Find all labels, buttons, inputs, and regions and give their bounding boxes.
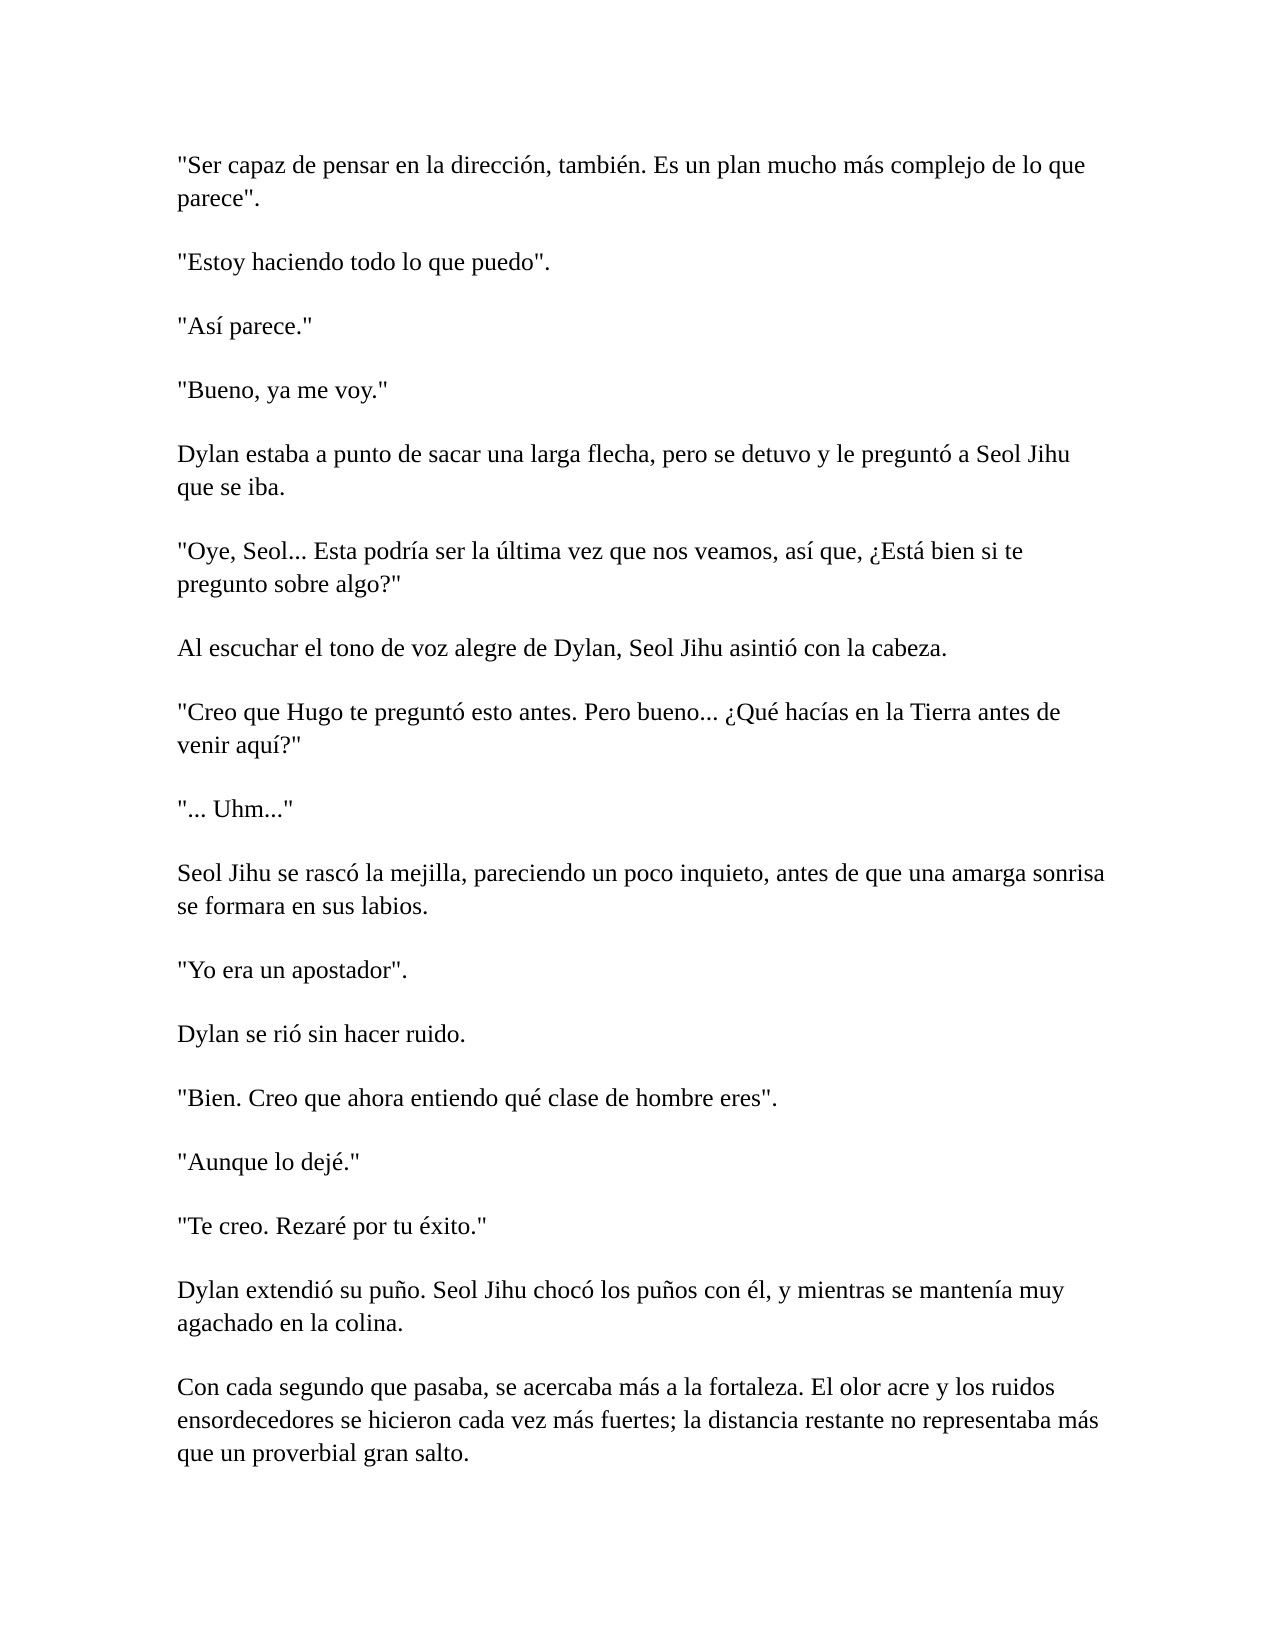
paragraph: "Oye, Seol... Esta podría ser la última vez que nos veamos, así que, ¿Está bien si te pregunto sobre algo?": [177, 536, 1024, 598]
paragraph: Con cada segundo que pasaba, se acercaba más a la fortaleza. El olor acre y los ruidos ensordecedores se hicieron cada vez más fuertes; la distancia restante no representaba más que un proverbial gran salto.: [177, 1372, 1099, 1467]
paragraph: "Creo que Hugo te preguntó esto antes. Pero bueno... ¿Qué hacías en la Tierra antes de venir aquí?": [177, 697, 1061, 759]
paragraph: "Estoy haciendo todo lo que puedo".: [177, 247, 551, 276]
paragraph: "Bien. Creo que ahora entiendo qué clase de hombre eres".: [177, 1083, 778, 1112]
paragraph: "Bueno, ya me voy.": [177, 375, 389, 404]
document-body: [177, 148, 1107, 1500]
paragraph: "Te creo. Rezaré por tu éxito.": [177, 1211, 488, 1240]
paragraph: Seol Jihu se rascó la mejilla, pareciendo un poco inquieto, antes de que una amarga sonrisa se formara en sus labios.: [177, 858, 1105, 920]
paragraph: Dylan se rió sin hacer ruido.: [177, 1019, 466, 1048]
paragraph: Al escuchar el tono de voz alegre de Dylan, Seol Jihu asintió con la cabeza.: [177, 633, 948, 662]
paragraph: Dylan extendió su puño. Seol Jihu chocó los puños con él, y mientras se mantenía muy agachado en la colina.: [177, 1275, 1065, 1337]
paragraph: "Ser capaz de pensar en la dirección, también. Es un plan mucho más complejo de lo que parece".: [177, 150, 1086, 212]
paragraph: "Aunque lo dejé.": [177, 1147, 360, 1176]
paragraph: "... Uhm...": [177, 794, 294, 823]
paragraph: "Yo era un apostador".: [177, 955, 408, 984]
paragraph: Dylan estaba a punto de sacar una larga flecha, pero se detuvo y le preguntó a Seol Jihu que se iba.: [177, 439, 1071, 501]
paragraph: "Así parece.": [177, 311, 313, 340]
